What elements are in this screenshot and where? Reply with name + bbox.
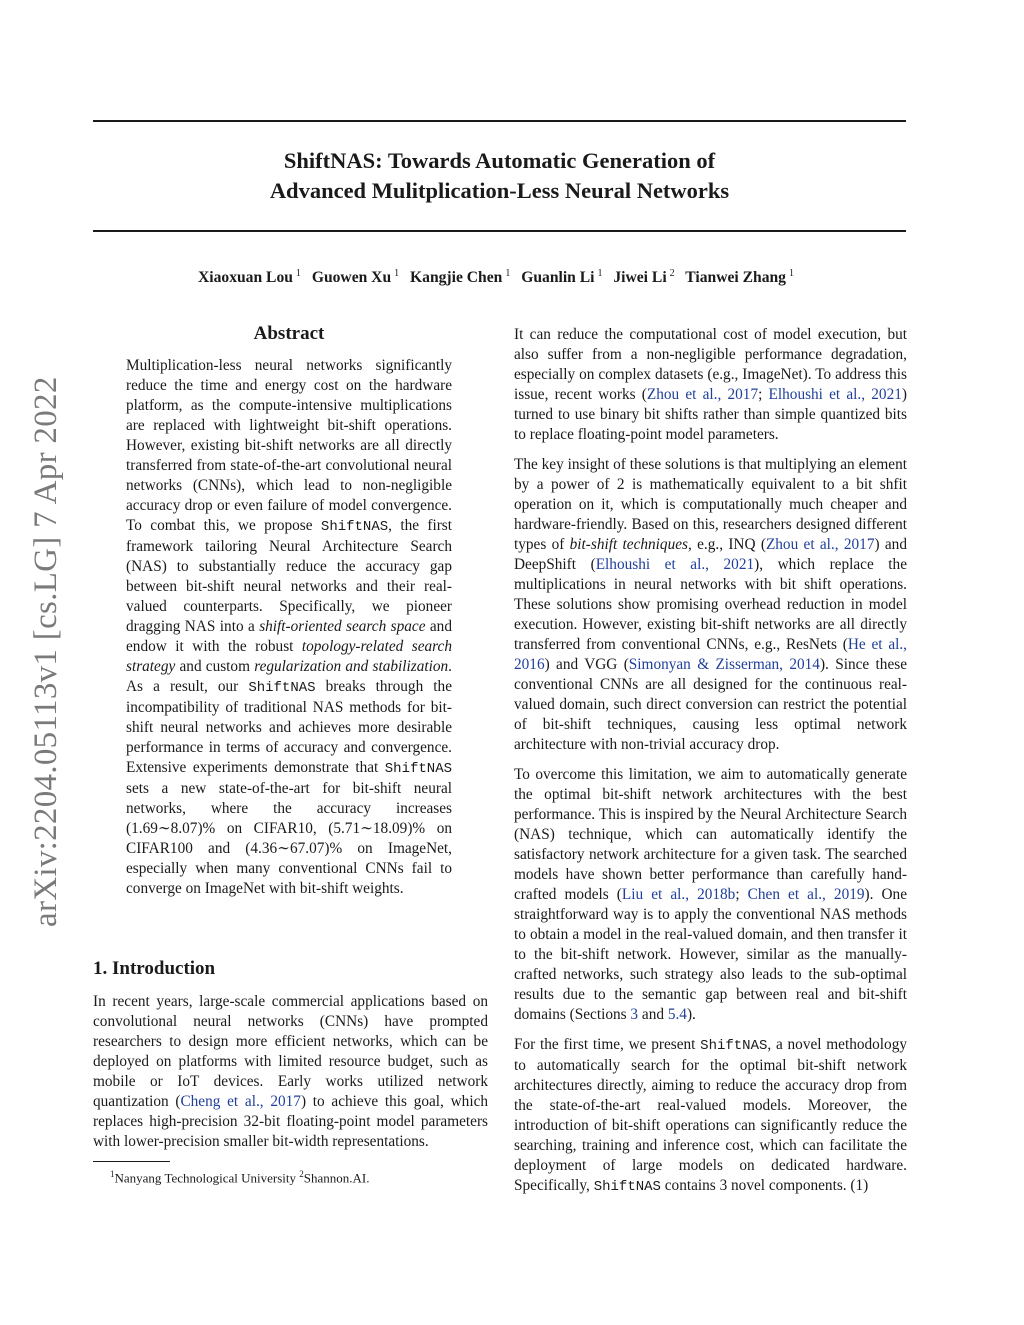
author-affiliation: 1	[295, 268, 301, 279]
author-affiliation: 1	[597, 268, 603, 279]
author-affiliation: 2	[669, 268, 675, 279]
citation-link[interactable]: Zhou et al., 2017	[646, 386, 759, 403]
citation-link[interactable]: Liu et al., 2018b	[621, 886, 736, 903]
author-affiliation: 1	[394, 268, 400, 279]
paragraph: It can reduce the computational cost of model execution, but also suffer from a non-negligible performance degradation, especially on complex datasets (e.g., ImageNet). To address this issue, recent works (Zhou et al., 2017; Elhoushi et al., 2021) turned to use binary bit shifts rather than simple quantized bits to replace floating-point model parameters.	[514, 326, 907, 443]
author-name: Guowen Xu	[311, 269, 392, 287]
arxiv-identifier: arXiv:2204.05113v1 [cs.LG] 7 Apr 2022	[28, 376, 64, 927]
paragraph: The key insight of these solutions is that multiplying an element by a power of 2 is mathematically equivalent to a bit shfit operation on it, which is computationally much cheaper and hardware-friendly. Based on this, researchers designed different types of bit-shift techniques, e.g., INQ (Zhou et al., 2017) and DeepShift (Elhoushi et al., 2021), which replace the multiplications in neural networks with bit shift operations. These solutions show promising overhead reduction in model execution. However, existing bit-shift networks are all directly transferred from conventional CNNs, e.g., ResNets (He et al., 2016) and VGG (Simonyan & Zisserman, 2014). Since these conventional CNNs are all designed for the continuous real-valued domain, such direct conversion can restrict the potential of bit-shift techniques, causing less optimal network architecture with non-trivial accuracy drop.	[514, 456, 908, 753]
author-name: Guanlin Li	[521, 269, 595, 287]
author-affiliation: 1	[788, 268, 794, 279]
emphasis: topology-related search strategy	[126, 638, 452, 675]
author-name: Xiaoxuan Lou	[198, 269, 293, 287]
citation-link[interactable]: Cheng et al., 2017	[180, 1093, 301, 1110]
author-name: Tianwei Zhang	[685, 269, 786, 287]
citation-link[interactable]: Elhoushi et al., 2021	[768, 386, 902, 403]
emphasis: shift-oriented search space	[259, 618, 426, 635]
system-name: ShiftNAS	[700, 1038, 768, 1054]
paper-title-line-1: ShiftNAS: Towards Automatic Generation of	[283, 148, 716, 173]
introduction-paragraph: In recent years, large-scale commercial applications based on convolutional neural networks (CNNs) have prompted researchers to design more efficient networks, which can be deployed on platforms with limited resource budget, such as mobile or IoT devices. Early works utilized network quantization (Cheng et al., 2017) to achieve this goal, which replaces high-precision 32-bit floating-point model parameters with lower-precision smaller bit-width representations.	[93, 993, 489, 1150]
abstract-body: Multiplication-less neural networks significantly reduce the time and energy cost on the hardware platform, as the compute-intensive multiplications are replaced with lightweight bit-shift operations. However, existing bit-shift networks are all directly transferred from state-of-the-art convolutional neural networks (CNNs), which lead to non-negligible accuracy drop or even failure of model convergence. To combat this, we propose ShiftNAS, the first framework tailoring Neural Architecture Search (NAS) to substantially reduce the accuracy gap between bit-shift neural networks and their real-valued counterparts. Specifically, we pioneer dragging NAS into a shift-oriented search space and endow it with the robust topology-related search strategy and custom regularization and stabilization. As a result, our ShiftNAS breaks through the incompatibility of traditional NAS methods for bit-shift neural networks and achieves more desirable performance in terms of accuracy and convergence. Extensive experiments demonstrate that ShiftNAS sets a new state-of-the-art for bit-shift neural networks, where the accuracy increases (1.69∼8.07)% on CIFAR10, (5.71∼18.09)% on CIFAR100 and (4.36∼67.07)% on ImageNet, especially when many conventional CNNs fail to converge on ImageNet with bit-shift weights.	[126, 357, 453, 897]
author-affiliation: 1	[505, 268, 511, 279]
title-bottom-rule	[93, 230, 906, 232]
emphasis: bit-shift techniques	[569, 536, 688, 553]
citation-link[interactable]: Elhoushi et al., 2021	[595, 556, 755, 573]
introduction-heading: 1. Introduction	[93, 958, 216, 979]
affiliation-footnote: $^1$Nanyang Technological University $^2$Shannon.AI.	[110, 1169, 370, 1186]
paper-title-line-2: Advanced Mulitplication-Less Neural Networks	[269, 178, 730, 203]
section-link[interactable]: 5.4	[667, 1006, 687, 1023]
abstract-heading: Abstract	[253, 323, 325, 344]
author-list	[93, 263, 906, 289]
citation-link[interactable]: He et al., 2016	[514, 636, 908, 673]
system-name: ShiftNAS	[320, 519, 389, 535]
title-top-rule	[93, 120, 906, 122]
author-name: Jiwei Li	[613, 269, 667, 287]
author-name: Kangjie Chen	[410, 269, 503, 287]
system-name: ShiftNAS	[593, 1179, 661, 1195]
system-name: ShiftNAS	[384, 761, 452, 777]
paragraph: To overcome this limitation, we aim to automatically generate the optimal bit-shift network architectures with the best performance. This is inspired by the Neural Architecture Search (NAS) technique, which can automatically identify the satisfactory network architecture for a given task. The searched models have shown better performance than carefully hand-crafted models (Liu et al., 2018b; Chen et al., 2019). One straightforward way is to apply the conventional NAS methods to obtain a model in the real-valued domain, and then transfer it to the bit-shift network. However, similar as the manually-crafted networks, such strategy also leads to the sub-optimal results due to the semantic gap between real and bit-shift domains (Sections 3 and 5.4).	[514, 766, 907, 1023]
citation-link[interactable]: Zhou et al., 2017	[765, 536, 875, 553]
footnote-rule	[93, 1161, 170, 1162]
paragraph: For the first time, we present ShiftNAS, a novel methodology to automatically search for the optimal bit-shift network architectures directly, aiming to reduce the accuracy drop from the state-of-the-art real-valued models. Moreover, the introduction of bit-shift operations can significantly reduce the searching, training and inference cost, which can facilitate the deployment of large models on dedicated hardware. Specifically, ShiftNAS contains 3 novel components. (1)	[514, 1036, 907, 1195]
right-column	[514, 325, 907, 1207]
system-name: ShiftNAS	[248, 680, 316, 696]
citation-link[interactable]: Simonyan & Zisserman, 2014	[628, 656, 820, 673]
citation-link[interactable]: Chen et al., 2019	[747, 886, 865, 903]
emphasis: regularization and stabilization	[254, 658, 449, 675]
section-link[interactable]: 3	[630, 1006, 639, 1023]
